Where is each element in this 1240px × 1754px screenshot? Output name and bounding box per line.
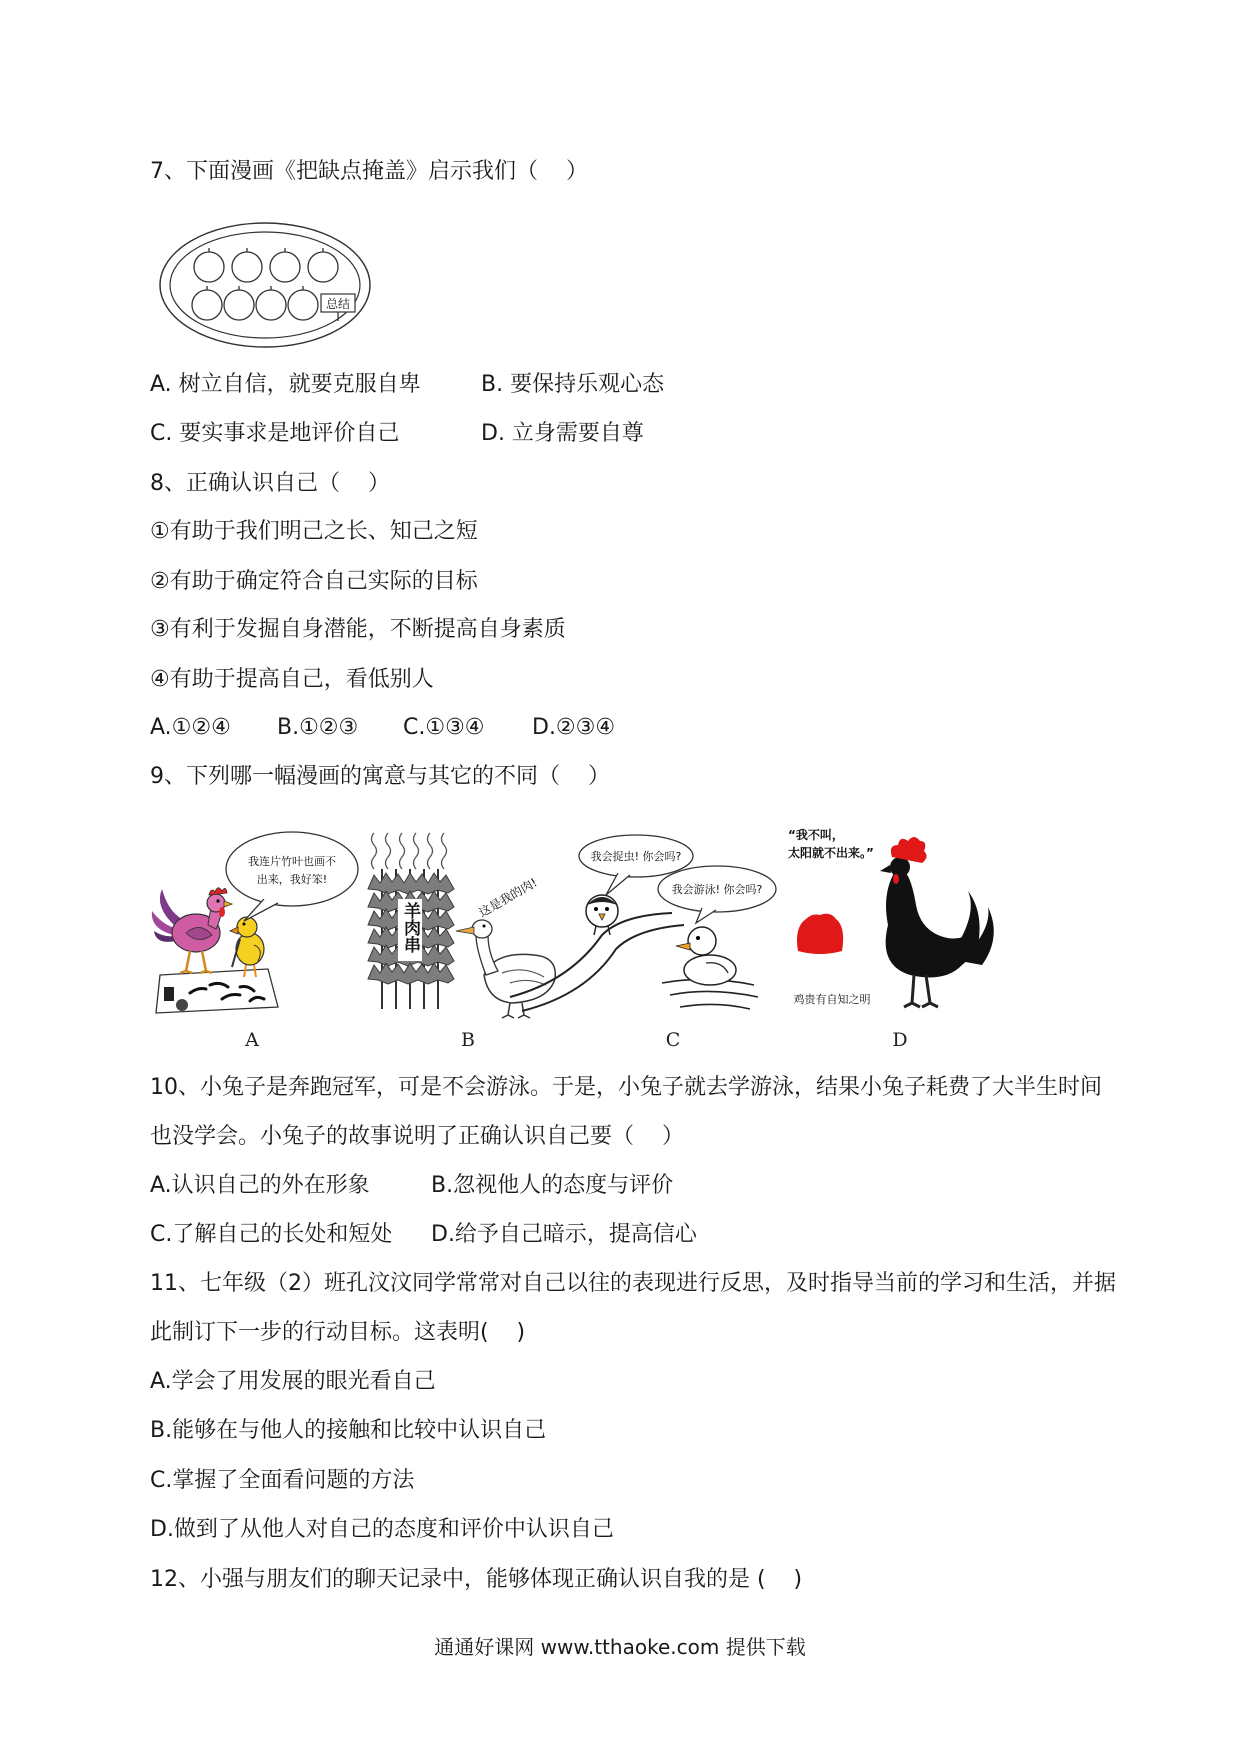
plate-inner-rim: [170, 232, 360, 338]
q8-option-a: A.①②④: [150, 715, 231, 740]
comic-panel-a: [152, 832, 358, 1013]
q11-option-a: A.学会了用发展的眼光看自己: [150, 1369, 436, 1394]
rooster-eye: [216, 899, 219, 902]
panel-label-d: D: [892, 1029, 908, 1051]
chick-body: [236, 933, 264, 965]
rooster-d-beak: [880, 865, 891, 873]
chick-eye: [243, 923, 246, 926]
q11-option-b: B.能够在与他人的接触和比较中认识自己: [150, 1418, 547, 1443]
apple: [308, 252, 338, 282]
apples: [192, 252, 338, 320]
q7-stem: 7、下面漫画《把缺点掩盖》启示我们（ ）: [150, 159, 588, 184]
q10-stem-line2: 也没学会。小兔子的故事说明了正确认识自己要（ ）: [150, 1124, 684, 1149]
q10-option-b: B.忽视他人的态度与评价: [431, 1173, 674, 1198]
apple: [270, 252, 300, 282]
q11-option-d: D.做到了从他人对自己的态度和评价中认识自己: [150, 1517, 614, 1542]
q8-statement-1: ①有助于我们明己之长、知己之短: [150, 519, 478, 544]
q8-statement-3: ③有利于发掘自身潜能，不断提高自身素质: [150, 617, 566, 642]
q10-option-a: A.认识自己的外在形象: [150, 1173, 370, 1198]
panel-c-speech-1: 我会捉虫! 你会吗?: [590, 850, 682, 863]
goose-neck: [476, 935, 498, 975]
duckling-body: [684, 955, 736, 985]
panel-label-a: A: [245, 1029, 259, 1051]
comic-panel-d: [788, 827, 994, 1007]
speech-bubble-tail: [244, 899, 278, 921]
apple: [192, 290, 222, 320]
speech-bubble-tail: [606, 873, 630, 895]
goose-body: [484, 954, 555, 1003]
apple: [256, 290, 286, 320]
painting-paper: [156, 969, 278, 1013]
apple: [288, 290, 318, 320]
q8-statement-4: ④有助于提高自己，看低别人: [150, 667, 434, 692]
goose-head: [472, 920, 492, 938]
q10-stem-line1: 10、小兔子是奔跑冠军，可是不会游泳。于是，小兔子就去学游泳，结果小兔子耗费了大半生时间: [150, 1075, 1102, 1100]
panel-d-quote-line1: “我不叫，: [788, 828, 844, 842]
plate-cartoon: [157, 219, 373, 353]
ink-stone: [176, 999, 188, 1011]
q7-option-c: C. 要实事求是地评价自己: [150, 421, 400, 446]
panel-b-speech: 这是我的肉!: [476, 875, 540, 920]
panel-c-speech-2: 我会游泳! 你会吗?: [671, 883, 763, 896]
q11-option-c: C.掌握了全面看问题的方法: [150, 1468, 415, 1493]
q8-option-c: C.①③④: [403, 715, 485, 740]
red-sun: [797, 914, 843, 954]
goose-beak: [456, 927, 474, 934]
apple: [224, 290, 254, 320]
pink-rooster: [152, 888, 232, 973]
black-rooster: [880, 837, 994, 1007]
goose-eye: [483, 925, 486, 928]
apple: [232, 252, 262, 282]
speech-bubble: [226, 832, 358, 906]
rooster-comb: [209, 888, 227, 895]
ink-bottle: [164, 987, 174, 1001]
q12-stem: 12、小强与朋友们的聊天记录中，能够体现正确认识自我的是 ( ): [150, 1567, 803, 1592]
duckling-beak: [676, 943, 690, 950]
duckling-eye: [696, 936, 700, 940]
q8-statement-2: ②有助于确定符合自己实际的目标: [150, 569, 478, 594]
goose: [456, 920, 555, 1018]
rooster-d-legs: [904, 975, 938, 1007]
q10-option-d: D.给予自己暗示，提高信心: [431, 1222, 697, 1247]
q8-option-d: D.②③④: [532, 715, 616, 740]
q7-option-b: B. 要保持乐观心态: [481, 372, 665, 397]
comic-strip: [150, 815, 1010, 1025]
panel-a-speech-line2: 出来，我好笨!: [256, 873, 328, 886]
meat-layer: [368, 873, 454, 894]
meat-layer: [368, 963, 454, 984]
q7-option-d: D. 立身需要自尊: [481, 421, 644, 446]
sign-text: 总结: [325, 297, 351, 311]
chick-c-eye: [605, 907, 609, 911]
panel-label-b: B: [461, 1029, 475, 1051]
q11-stem-line2: 此制订下一步的行动目标。这表明( ): [150, 1320, 526, 1345]
q11-stem-line1: 11、七年级（2）班孔汶汶同学常常对自己以往的表现进行反思，及时指导当前的学习和生活，并据: [150, 1271, 1116, 1296]
rooster-wattle: [219, 907, 225, 917]
q7-option-a: A. 树立自信，就要克服自卑: [150, 372, 421, 397]
duckling: [676, 927, 736, 985]
chick-beak: [230, 927, 238, 934]
q8-stem: 8、正确认识自己（ ）: [150, 471, 390, 496]
comic-panel-b: [368, 833, 555, 1018]
rooster-beak: [224, 901, 232, 907]
skewer-text: 羊肉串: [400, 902, 420, 953]
rooster-d-wattle: [893, 874, 899, 884]
rooster-legs: [180, 951, 212, 973]
plate-outer-rim: [160, 223, 370, 347]
q9-stem: 9、下列哪一幅漫画的寓意与其它的不同（ ）: [150, 764, 610, 789]
page-footer: 通通好课网 www.tthaoke.com 提供下载: [434, 1635, 806, 1659]
panel-label-c: C: [665, 1029, 681, 1051]
duckling-head: [688, 927, 716, 955]
yellow-chick: [230, 917, 264, 977]
panel-d-quote-line2: 太阳就不出来。”: [788, 846, 874, 860]
panel-a-speech-line1: 我连片竹叶也画不: [248, 855, 336, 868]
rooster-d-body: [886, 873, 973, 977]
steam-lines: [372, 833, 447, 869]
chick-on-slope: [586, 895, 618, 935]
q8-option-b: B.①②③: [277, 715, 359, 740]
chick-c-eye: [594, 907, 598, 911]
panel-d-caption: 鸡贵有自知之明: [793, 993, 871, 1006]
q10-option-c: C.了解自己的长处和短处: [150, 1222, 393, 1247]
apple: [194, 252, 224, 282]
